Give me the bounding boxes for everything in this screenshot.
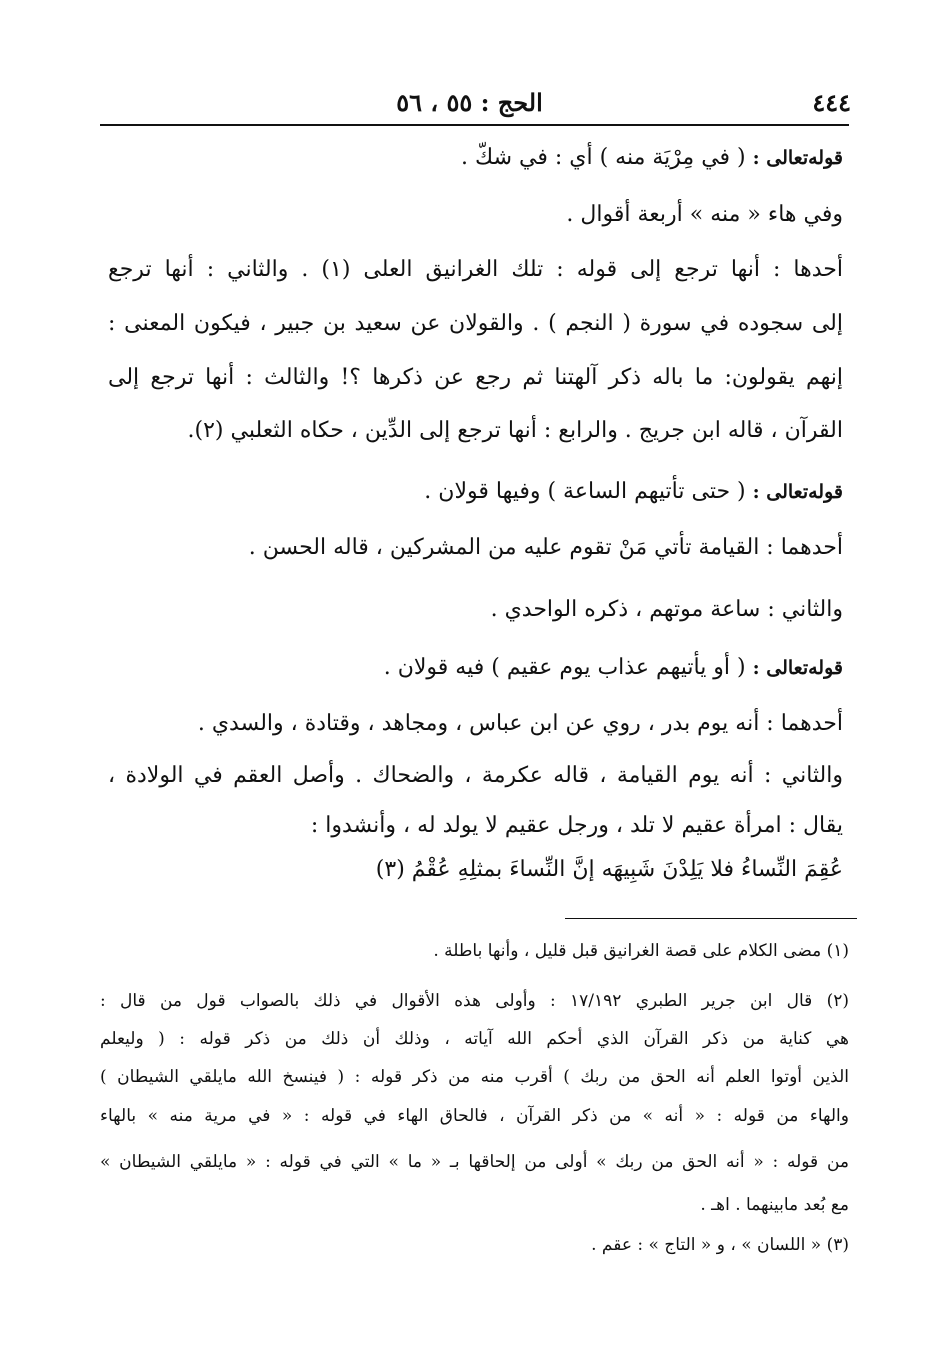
line-text: أحدهما : القيامة تأتي مَنْ تقوم عليه من المشركين ، قاله الحسن .: [248, 535, 843, 560]
text-line: [108, 252, 843, 288]
line-text: إلى سجوده في سورة ( النجم ) . والقولان عن سعيد بن جبير ، فيكون المعنى :: [108, 311, 843, 336]
footnote-line: (٢) قال ابن جرير الطبري ١٧/١٩٢ : وأولى هذه الأقوال في ذلك بالصواب قول من قال :: [100, 991, 849, 1011]
text-line: [108, 758, 843, 794]
text-line: [108, 197, 843, 233]
footnote-line: (٣) « اللسان » ، و « التاج » : عقم .: [591, 1235, 849, 1255]
footnote-line: الذين أوتوا العلم أنه الحق من ربك ) أقرب منه من ذكر قوله : ( فينسخ الله مايلقي الشيطان ): [100, 1067, 849, 1087]
verse-line: [108, 852, 843, 888]
footnote-line: مع بُعد مابينهما . اهـ .: [700, 1195, 849, 1215]
line-text: والثاني : ساعة موتهم ، ذكره الواحدي .: [490, 597, 843, 622]
text-line: [108, 413, 843, 449]
line-text: ( أو يأتيهم عذاب يوم عقيم ) فيه قولان .: [383, 655, 753, 680]
footnote-rule: [565, 918, 857, 919]
page-number: ٤٤٤: [812, 88, 851, 117]
line-label: قوله‌تعالى :: [752, 481, 843, 503]
line-text: يقال : امرأة عقيم لا تلد ، ورجل عقيم لا يولد له ، وأنشدوا :: [310, 813, 843, 838]
line-text: ( في مِرْيَة منه ) أي : في شكّ .: [461, 145, 753, 170]
footnote-line: من قوله : « أنه الحق من ربك » أولى من إلحاقها بـ « ما » التي في قوله : « مايلقي الشيطان »: [100, 1152, 849, 1172]
line-text: أحدهما : أنه يوم بدر ، روي عن ابن عباس ، ومجاهد ، وقتادة ، والسدي .: [197, 711, 843, 736]
header-rule: [100, 124, 849, 126]
line-text: أحدها : أنها ترجع إلى قوله : تلك الغرانيق العلى (١) . والثاني : أنها ترجع: [108, 257, 843, 282]
footnote-line: (١) مضى الكلام على قصة الغرانيق قبل قليل ، وأنها باطلة .: [433, 941, 849, 961]
line-text: إنهم يقولون: ما باله ذكر آلهتنا ثم رجع عن ذكرها ؟! والثالث : أنها ترجع إلى: [108, 365, 843, 390]
line-label: قوله‌تعالى :: [752, 657, 843, 679]
text-line: [108, 306, 843, 342]
line-label: قوله‌تعالى :: [752, 147, 843, 169]
text-line: [108, 474, 843, 510]
footnote-line: هي كناية من ذكر القرآن الذي أحكم الله آياته ، وذلك أن ذلك من ذكر قوله : ( وليعلم: [100, 1029, 849, 1049]
text-line: [108, 808, 843, 844]
line-text: ( حتى تأتيهم الساعة ) وفيها قولان .: [424, 479, 753, 504]
text-line: [108, 706, 843, 742]
page-header-title: الحج : ٥٥ ، ٥٦: [396, 88, 543, 117]
text-line: [108, 592, 843, 628]
line-text: القرآن ، قاله ابن جريج . والرابع : أنها ترجع إلى الدِّين ، حكاه الثعلبي (٢).: [187, 418, 843, 443]
text-line: [108, 650, 843, 686]
text-line: [108, 140, 843, 176]
text-line: [108, 530, 843, 566]
line-text: والثاني : أنه يوم القيامة ، قاله عكرمة ، والضحاك . وأصل العقم في الولادة ،: [108, 763, 843, 788]
line-text: عُقِمَ النِّساءُ فلا يَلِدْنَ شَبِيهَه إنَّ النِّساءَ بمثلِهِ عُقْمُ (٣): [375, 857, 843, 882]
footnote-line: والهاء من قوله : « أنه » من ذكر القرآن ، فالحاق الهاء في قوله : « في مرية منه » بالهاء: [100, 1106, 849, 1126]
text-line: [108, 360, 843, 396]
line-text: وفي هاء « منه » أربعة أقوال .: [566, 202, 843, 227]
